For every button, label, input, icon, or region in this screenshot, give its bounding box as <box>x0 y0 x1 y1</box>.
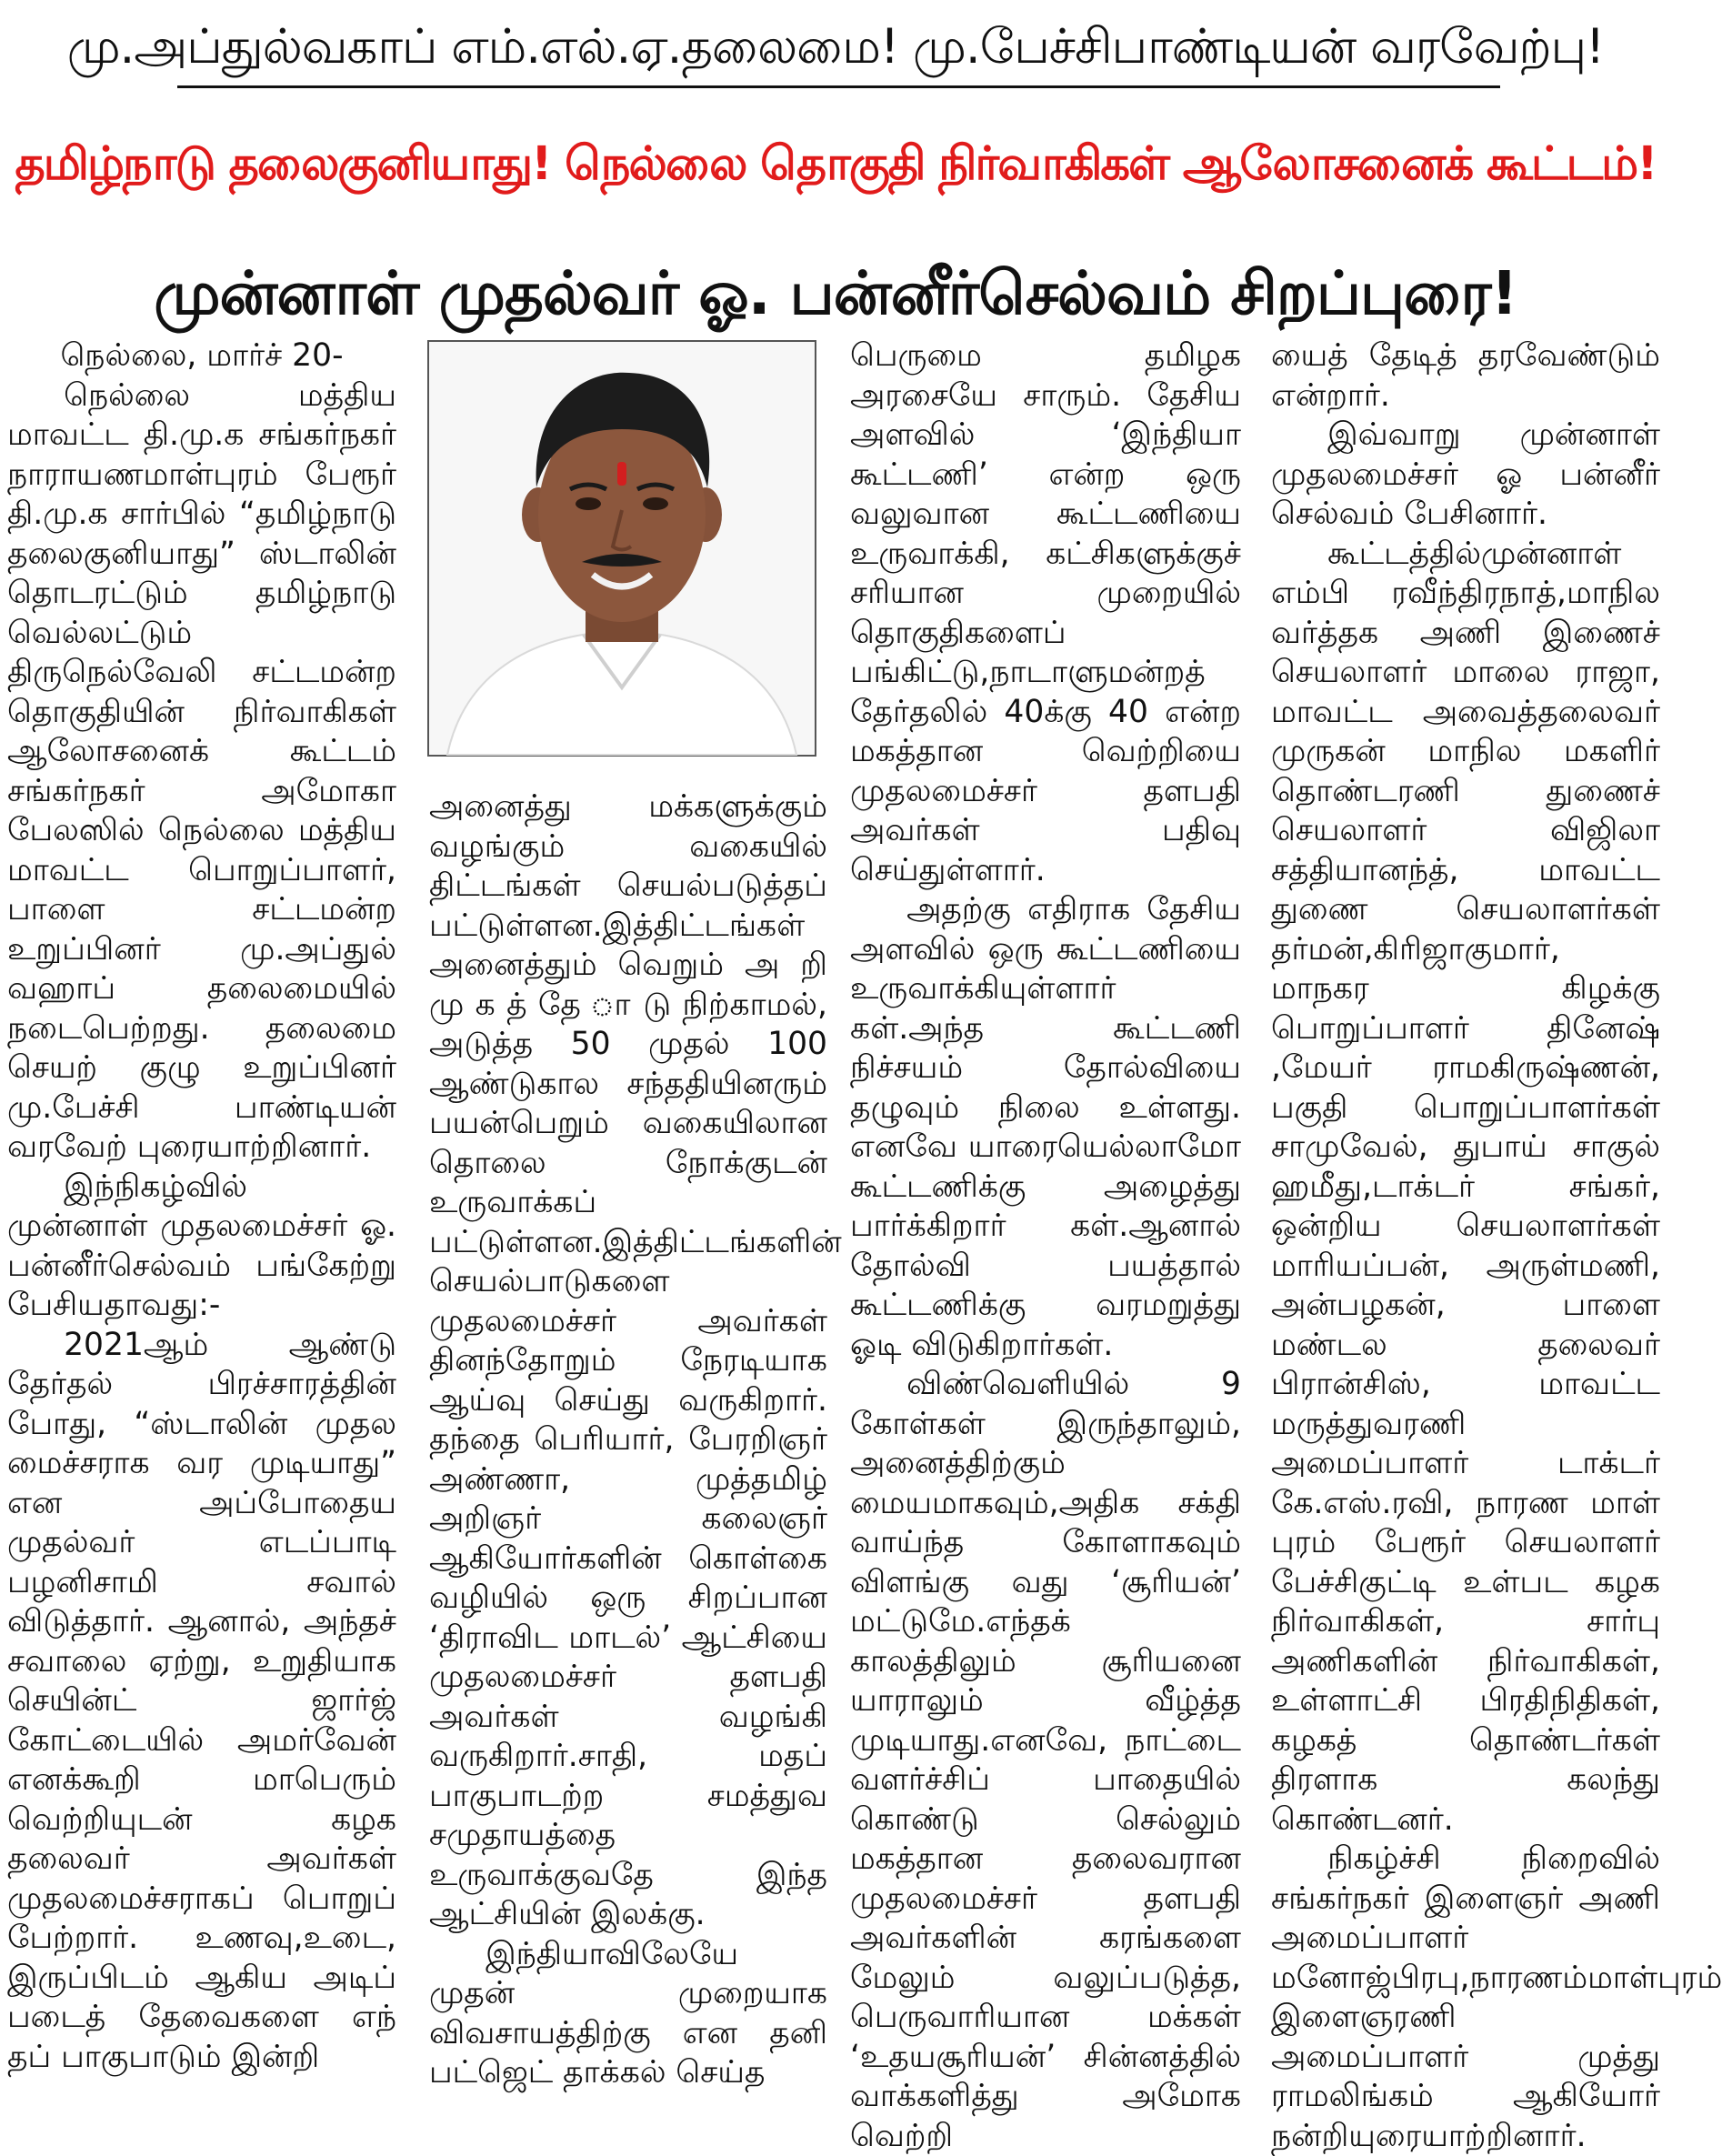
article-paragraph: நிகழ்ச்சி நிறைவில் சங்கர்நகர் இளைஞர் அணி அமைப்பாளர் மனோஜ்பிரபு,நாரணம்மாள்புரம் இளைஞரணி அமைப்பாளர் முத்து ராமலிங்கம் ஆகியோர் நன்றியுரையாற்றினார். <box>1271 1840 1722 2154</box>
article-paragraph: இவ்வாறு முன்னாள் முதலமைச்சர் ஓ பன்னீர் செல்வம் பேசினார். <box>1271 416 1660 532</box>
portrait-illustration <box>429 342 815 755</box>
article-paragraph: கூட்டத்தில்முன்னாள் எம்பி ரவீந்திரநாத்,மாநில வர்த்தக அணி இணைச் செயலாளர் மாலை ராஜா, மாவட்ட அவைத்தலைவர் முருகன் மாநில மகளிர் தொண்டரணி துணைச் செயலாளர் விஜிலா சத்தியானந்த், மாவட்ட துணை செயலாளர்கள் தர்மன்,கிரிஜாகுமார், மாநகர கிழக்கு பொறுப்பாளர் தினேஷ் ,மேயர் ராமகிருஷ்ணன், பகுதி பொறுப்பாளர்கள் சாமுவேல், துபாய் சாகுல் ஹமீது,டாக்டர் சங்கர், ஒன்றிய செயலாளர்கள் மாரியப்பன், அருள்மணி, அன்பழகன், பாளை மண்டல தலைவர் பிரான்சிஸ், மாவட்ட மருத்துவரணி அமைப்பாளர் டாக்டர் கே.எஸ்.ரவி, நாரண மாள் புரம் பேரூர் செயலாளர் பேச்சிகுட்டி உள்பட கழக நிர்வாகிகள், சார்பு அணிகளின் நிர்வாகிகள், உள்ளாட்சி பிரதிநிதிகள், கழகத் தொண்டர்கள் திரளாக கலந்து கொண்டனர். <box>1271 535 1660 1838</box>
kicker-line: மு.அப்துல்வகாப் எம்.எல்.ஏ.தலைமை! மு.பேச்சிபாண்டியன் வரவேற்பு! <box>66 19 1605 75</box>
article-column-4 <box>1271 336 1722 2154</box>
headline: தமிழ்நாடு தலைகுனியாது! நெல்லை தொகுதி நிர்வாகிகள் ஆலோசனைக் கூட்டம்! <box>15 137 1657 191</box>
article-column-1 <box>7 336 396 2110</box>
article-column-3 <box>850 336 1241 2154</box>
article-paragraph: யைத் தேடித் தரவேண்டும் என்றார். <box>1271 337 1660 414</box>
article-paragraph: பெருமை தமிழக அரசையே சாரும். தேசிய அளவில் ‘இந்தியா கூட்டணி’ என்ற ஒரு வலுவான கூட்டணியை உருவாக்கி, கட்சிகளுக்குச் சரியான முறையில் தொகுதிகளைப் பங்கிட்டு,நாடாளுமன்றத் தேர்தலில் 40க்கு 40 என்ற மகத்தான வெற்றியை முதலமைச்சர் தளபதி அவர்கள் பதிவு செய்துள்ளார். <box>850 337 1241 888</box>
subheadline: முன்னாள் முதல்வர் ஓ. பன்னீர்செல்வம் சிறப்புரை! <box>154 258 1517 328</box>
article-dateline: நெல்லை, மார்ச் 20- <box>60 337 344 374</box>
portrait-photo <box>427 340 816 757</box>
article-paragraph: அதற்கு எதிராக தேசிய அளவில் ஒரு கூட்டணியை உருவாக்கியுள்ளார் கள்.அந்த கூட்டணி நிச்சயம் தோல்வியை தழுவும் நிலை உள்ளது. எனவே யாரையெல்லாமோ கூட்டணிக்கு அழைத்து பார்க்கிறார் கள்.ஆனால் தோல்வி பயத்தால் கூட்டணிக்கு வரமறுத்து ஓடி விடுகிறார்கள். <box>850 891 1241 1363</box>
article-column-2 <box>429 787 842 2110</box>
article-paragraph: அனைத்து மக்களுக்கும் வழங்கும் வகையில் திட்டங்கள் செயல்படுத்தப் பட்டுள்ளன.இத்திட்டங்கள் அனைத்தும் வெறும் அ றி மு க த் தே ா டு நிற்காமல், அடுத்த 50 முதல் 100 ஆண்டுகால சந்ததியினரும் பயன்பெறும் வகையிலான தொலை நோக்குடன் உருவாக்கப் பட்டுள்ளன.இத்திட்டங்களின் செயல்பாடுகளை முதலமைச்சர் அவர்கள் தினந்தோறும் நேரடியாக ஆய்வு செய்து வருகிறார். தந்தை பெரியார், பேரறிஞர் அண்ணா, முத்தமிழ் அறிஞர் கலைஞர் ஆகியோர்களின் கொள்கை வழியில் ஒரு சிறப்பான ‘திராவிட மாடல்’ ஆட்சியை முதலமைச்சர் தளபதி அவர்கள் வழங்கி வருகிறார்.சாதி, மதப் பாகுபாடற்ற சமத்துவ சமுதாயத்தை உருவாக்குவதே இந்த ஆட்சியின் இலக்கு. <box>429 788 842 1932</box>
article-paragraph: விண்வெளியில் 9 கோள்கள் இருந்தாலும், அனைத்திற்கும் மையமாகவும்,அதிக சக்தி வாய்ந்த கோளாகவும் விளங்கு வது ‘சூரியன்’ மட்டுமே.எந்தக் காலத்திலும் சூரியனை யாராலும் வீழ்த்த முடியாது.எனவே, நாட்டை வளர்ச்சிப் பாதையில் கொண்டு செல்லும் மகத்தான தலைவரான முதலமைச்சர் தளபதி அவர்களின் கரங்களை மேலும் வலுப்படுத்த, பெருவாரியான மக்கள் ‘உதயசூரியன்’ சின்னத்தில் வாக்களித்து அமோக வெற்றி <box>850 1366 1241 2154</box>
article-paragraph: இந்தியாவிலேயே முதன் முறையாக விவசாயத்திற்கு என தனி பட்ஜெட் தாக்கல் செய்த <box>429 1935 827 2091</box>
article-paragraph: நெல்லை மத்திய மாவட்ட தி.மு.க சங்கர்நகர் நாராயணமாள்புரம் பேரூர் தி.மு.க சார்பில் “தமிழ்நாடு தலைகுனியாது” ஸ்டாலின் தொடரட்டும் தமிழ்நாடு வெல்லட்டும் திருநெல்வேலி சட்டமன்ற தொகுதியின் நிர்வாகிகள் ஆலோசனைக் கூட்டம் சங்கர்நகர் அமோகா பேலஸில் நெல்லை மத்திய மாவட்ட பொறுப்பாளர், பாளை சட்டமன்ற உறுப்பினர் மு.அப்துல் வஹாப் தலைமையில் நடைபெற்றது. தலைமை செயற் குழு உறுப்பினர் மு.பேச்சி பாண்டியன் வரவேற் புரையாற்றினார். <box>7 376 396 1165</box>
kicker-rule <box>177 85 1500 88</box>
article-paragraph: 2021ஆம் ஆண்டு தேர்தல் பிரச்சாரத்தின் போது, “ஸ்டாலின் முதல மைச்சராக வர முடியாது” என அப்போதைய முதல்வர் எடப்பாடி பழனிசாமி சவால் விடுத்தார். ஆனால், அந்தச் சவாலை ஏற்று, உறுதியாக செயின்ட் ஜார்ஜ் கோட்டையில் அமர்வேன் எனக்கூறி மாபெரும் வெற்றியுடன் கழக தலைவர் அவர்கள் முதலமைச்சராகப் பொறுப் பேற்றார். உணவு,உடை, இருப்பிடம் ஆகிய அடிப் படைத் தேவைகளை எந் தப் பாகுபாடும் இன்றி <box>7 1326 396 2075</box>
article-paragraph: இந்நிகழ்வில் முன்னாள் முதலமைச்சர் ஓ. பன்னீர்செல்வம் பங்கேற்று பேசியதாவது:- <box>7 1168 396 1323</box>
